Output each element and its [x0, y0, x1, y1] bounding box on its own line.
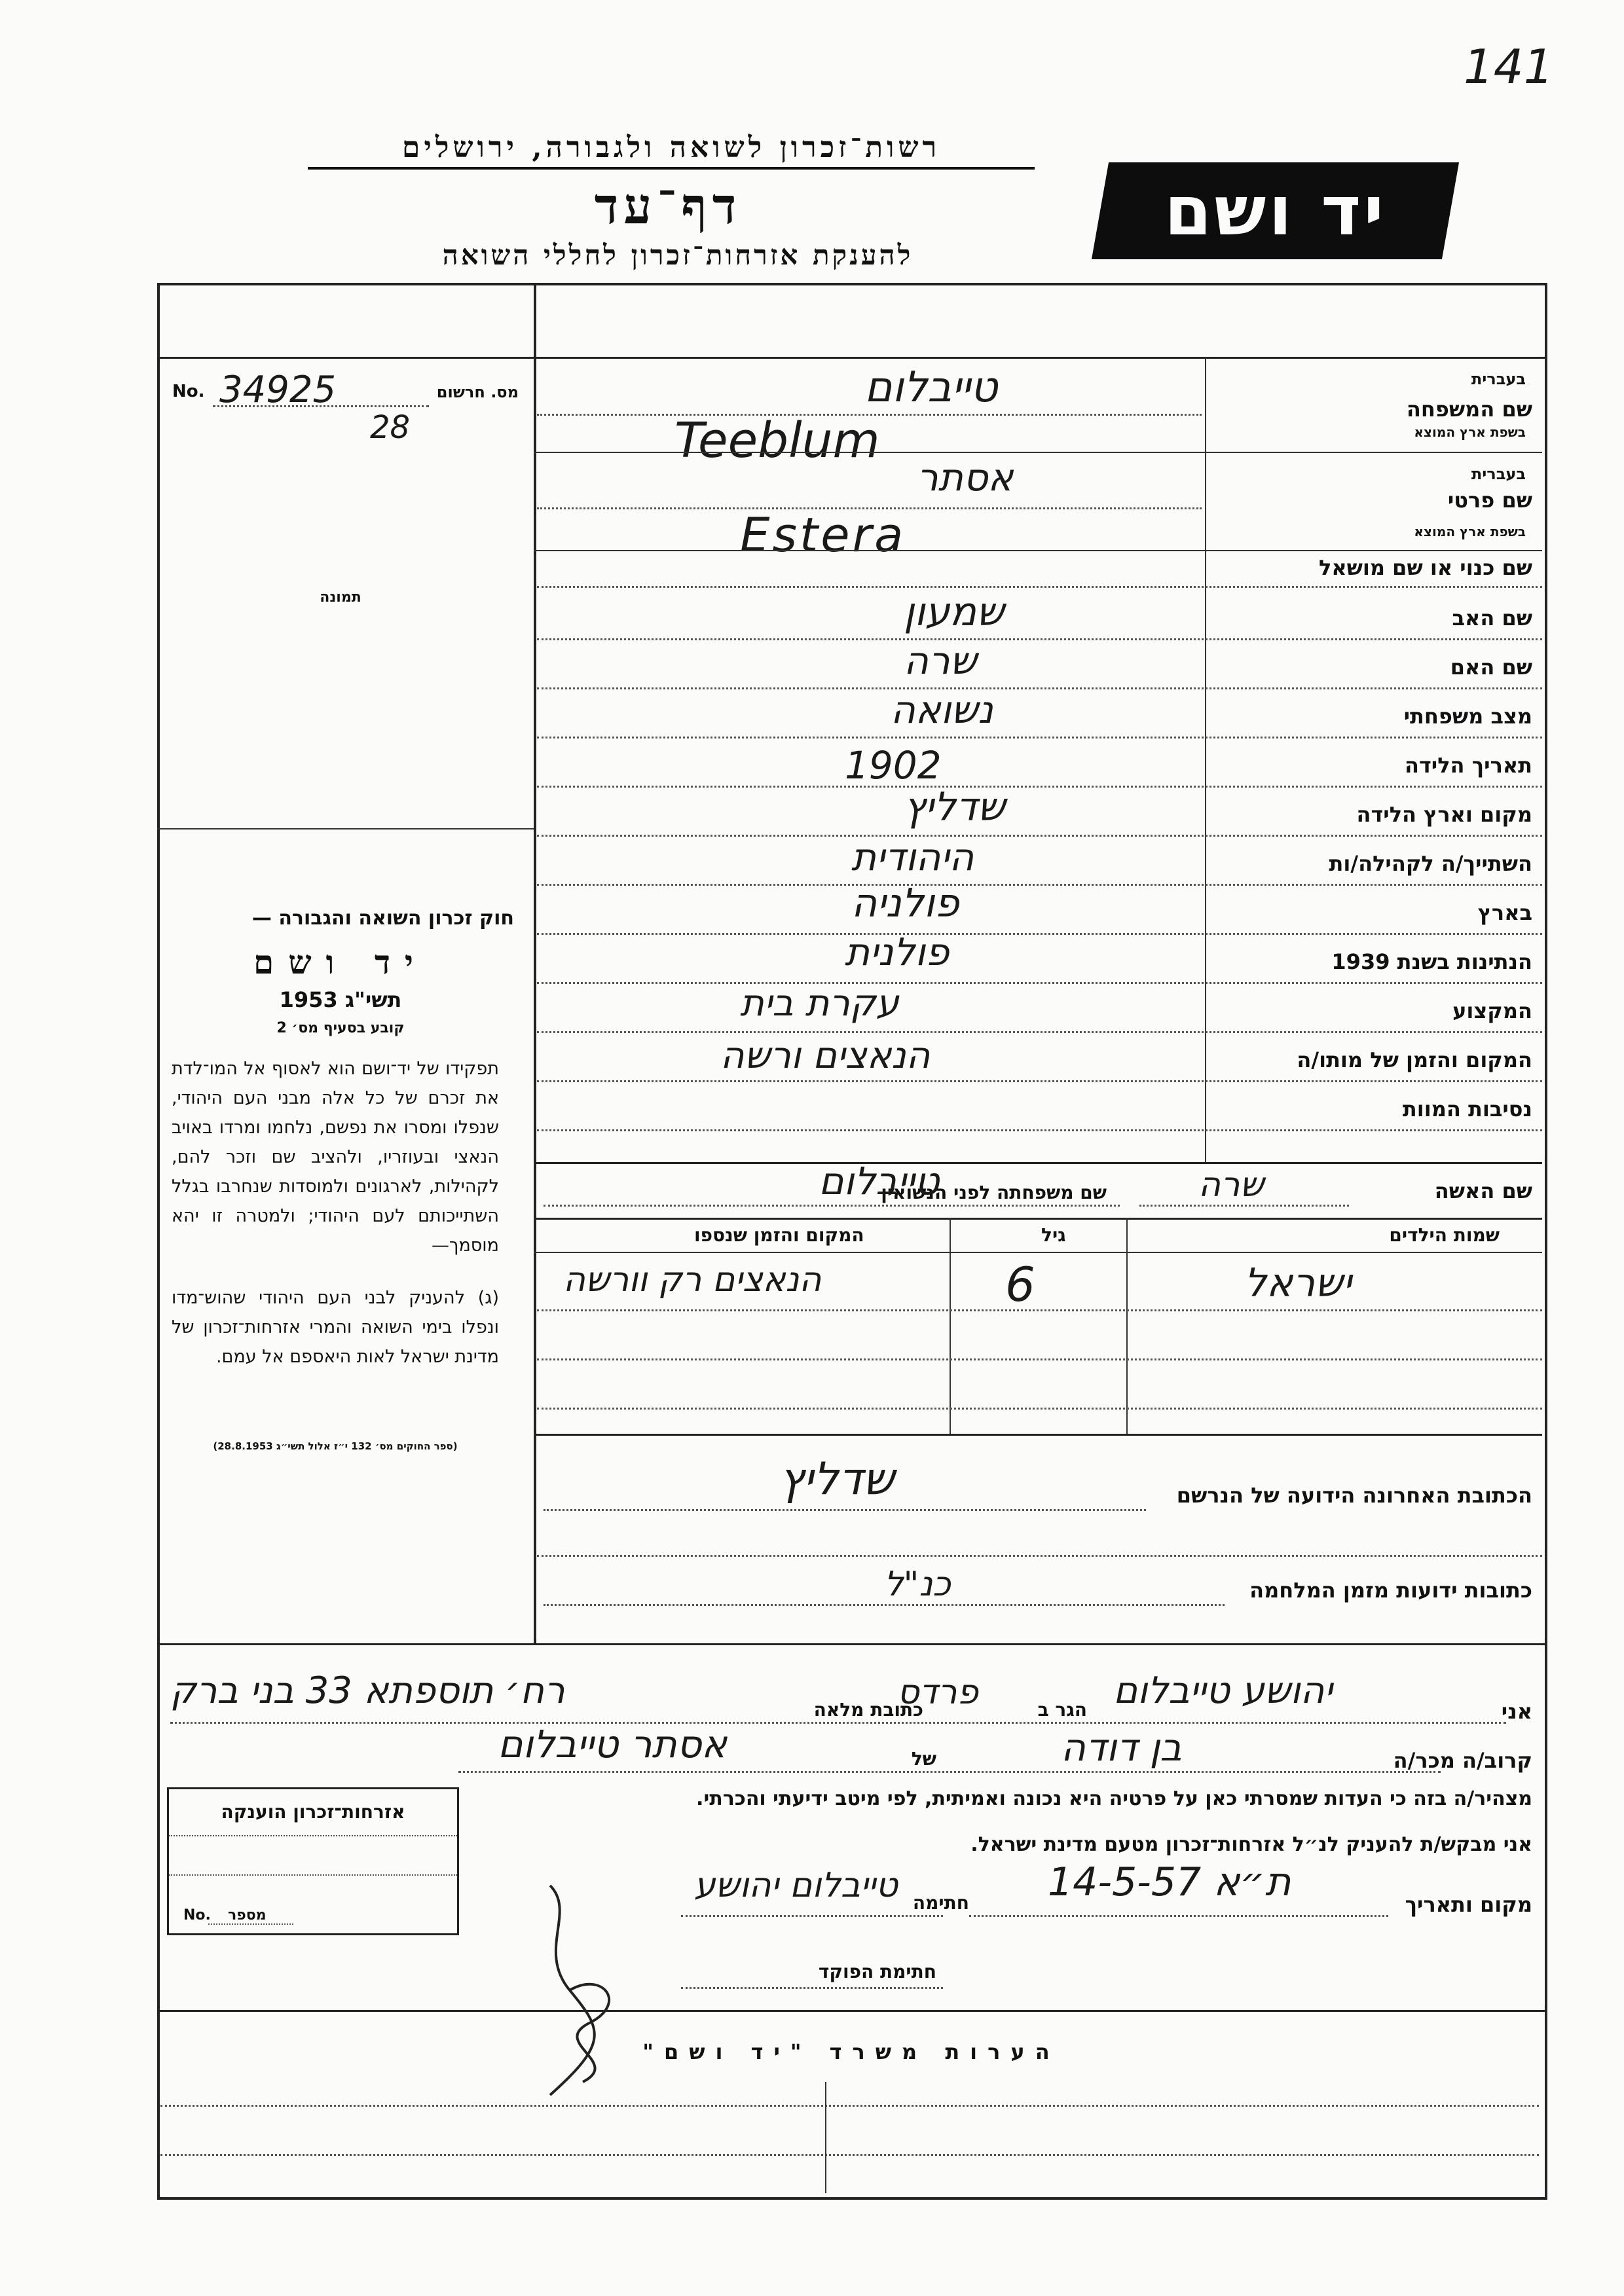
nickname-label: שם כנוי או שם מושאל — [1318, 555, 1532, 580]
law-clause: קובע בסעיף מס׳ 2 — [276, 1020, 405, 1036]
child-1-age: 6 — [1005, 1257, 1035, 1312]
stamp-title: אזרחות־זכרון הוענקה — [221, 1801, 405, 1823]
declarant-address-label: כתובת מלאה — [813, 1699, 923, 1721]
marital-status-label: מצב משפחתי — [1403, 704, 1532, 729]
yad-vashem-logo — [1092, 162, 1459, 259]
first-name-sub-origin: בשפת ארץ המוצא — [1414, 524, 1526, 539]
authority-title: רשות־זכרון לשואה ולגבורה, ירושלים — [308, 131, 1035, 170]
children-header-age: גיל — [1041, 1224, 1066, 1246]
photo-label: תמונה — [320, 589, 361, 606]
reg-number-value: 34925 — [219, 369, 337, 411]
last-address-value: שדליץ — [779, 1453, 895, 1505]
law-name: יד ושם — [253, 943, 428, 981]
father-name-label: שם האב — [1452, 606, 1532, 630]
declaration-text-1: מצהיר/ה בזה כי העדות שמסרתי כאן על פרטיה היא נכונה ואמיתית, לפי מיטב ידיעתי והכרתי. — [696, 1787, 1532, 1810]
first-name-hebrew-value: אסתר — [917, 455, 1014, 500]
signature-label: חתימה — [912, 1892, 969, 1914]
family-name-sub-hebrew: בעברית — [1471, 370, 1526, 388]
marital-status-value: נשואה — [891, 687, 993, 732]
father-name-value: שמעון — [904, 589, 1005, 635]
relation-value: בן דודה — [1061, 1725, 1182, 1770]
form-title: דף־עד — [594, 177, 742, 235]
citizenship-value: פולנית — [845, 930, 950, 974]
place-date-label: מקום ותאריך — [1405, 1892, 1532, 1917]
first-name-label: שם פרטי — [1447, 488, 1532, 513]
death-cause-label: נסיבות המוות — [1402, 1097, 1532, 1121]
relative-label: קרוב/ה מכר/ה — [1393, 1748, 1532, 1773]
birth-place-value: שדליץ — [904, 784, 1006, 830]
reg-no-label: No. — [172, 382, 205, 401]
law-body-2: (ג) להעניק לבני העם היהודי שהוש־מדו ונפלו בימי השואה והמרי אזרחות־זכרון של מדינת ישראל לאות היאספם אל עמם. — [172, 1288, 499, 1367]
occupation-label: המקצוע — [1452, 998, 1532, 1023]
birth-date-label: תאריך הלידה — [1404, 753, 1532, 778]
reg-sub-number: 28 — [370, 409, 411, 446]
family-name-sub-origin: בשפת ארץ המוצא — [1414, 424, 1526, 440]
form-subtitle: להענקת אזרחות־זכרון לחללי השואה — [442, 239, 913, 271]
place-date-value: ת״א 14-5-57 — [1048, 1859, 1291, 1905]
last-address-label: הכתובת האחרונה הידועה של הנרשם — [1176, 1483, 1532, 1508]
signature-value: טייבלום יהושע — [694, 1866, 898, 1905]
registration-number — [167, 370, 524, 409]
declarant-name-value: יהושע טייבלום — [1113, 1669, 1333, 1712]
official-signature-label: חתימת הפוקד — [818, 1961, 936, 1982]
page-number: 141 — [1464, 39, 1554, 94]
birth-place-label: מקום וארץ הלידה — [1356, 802, 1532, 827]
official-signature-mark — [511, 1872, 668, 2108]
maiden-name-value: טייבלום — [819, 1159, 940, 1203]
war-address-value: כנ"ל — [884, 1565, 951, 1604]
citizenship-label: הנתינות בשנת 1939 — [1331, 949, 1532, 974]
stamp-no-label: No. — [183, 1907, 211, 1923]
office-notes-label: הערות משרד "יד ושם" — [642, 2039, 1060, 2064]
child-1-place: הנאצים רק וורשה — [563, 1260, 822, 1300]
wife-name-value: שרה — [1198, 1165, 1264, 1205]
declarant-resident-value: פרדס — [897, 1673, 978, 1712]
war-address-label: כתובות ידועות מזמן המלחמה — [1249, 1578, 1532, 1603]
wife-name-label: שם האשה — [1434, 1178, 1532, 1203]
maiden-name-label: שם משפחתה לפני הנשואין — [881, 1182, 1107, 1203]
citizenship-stamp-box — [167, 1787, 459, 1935]
death-place-time-value: הנאצים ורשה — [720, 1034, 931, 1077]
occupation-value: עקרת בית — [740, 982, 899, 1025]
country-value: פולניה — [851, 881, 959, 926]
declarant-i-label: אני — [1501, 1699, 1532, 1724]
declarant-resident-label: הגר ב — [1037, 1699, 1087, 1721]
mother-name-value: שרה — [904, 638, 977, 683]
declaration-text-2: אני מבקש/ת להעניק לנ״ל אזרחות־זכרון מטעם מדינת ישראל. — [970, 1833, 1532, 1856]
country-label: בארץ — [1477, 900, 1532, 925]
children-header-names: שמות הילדים — [1389, 1224, 1500, 1246]
of-value: אסתר טייבלום — [498, 1722, 728, 1766]
reg-label: מס. חרשום — [436, 383, 519, 401]
children-header-place: המקום והזמן שנספו — [694, 1224, 864, 1246]
community-label: השתייך/ה לקהילה/ות — [1329, 851, 1532, 876]
community-value: היהודית — [851, 835, 974, 879]
child-1-name: ישראל — [1244, 1260, 1352, 1306]
declarant-address-value: רח׳ תוספתא 33 בני ברק — [170, 1669, 565, 1712]
law-citation: (ספר החוקים מס׳ 132 י״ז אלול תשי״ג 28.8.1953) — [213, 1440, 458, 1452]
family-name-hebrew-value: טייבלום — [864, 363, 998, 412]
family-name-label: שם המשפחה — [1406, 397, 1532, 422]
birth-date-value: 1902 — [845, 743, 942, 788]
stamp-number-label: מספר — [228, 1907, 267, 1923]
logo-text: יד ושם — [1164, 171, 1386, 251]
death-place-time-label: המקום והזמן של מותו/ה — [1297, 1048, 1532, 1072]
family-name-origin-value: Teeblum — [674, 412, 880, 469]
law-body: תפקידו של יד־ושם הוא לאסוף אל המו־לדת את זכרם של כל אלה מבני העם היהודי, שנפלו ומסרו את נפשם, נלחמו ומרדו באויב הנאצי ובעוזריו, ולהציב שם וזכר להם, לקהילות, לארגונים ולמוסדות שנחרבו בגלל השתייכותם לעם היהודי; ולמטרה זו יהא מוסמך— — [172, 1059, 499, 1256]
first-name-origin-value: Estera — [740, 507, 906, 562]
mother-name-label: שם האם — [1450, 655, 1532, 680]
law-title: חוק זכרון השואה והגבורה — — [251, 907, 514, 930]
law-year: תשי"ג 1953 — [279, 987, 402, 1012]
of-label: של — [911, 1748, 936, 1770]
first-name-sub-hebrew: בעברית — [1471, 465, 1526, 483]
